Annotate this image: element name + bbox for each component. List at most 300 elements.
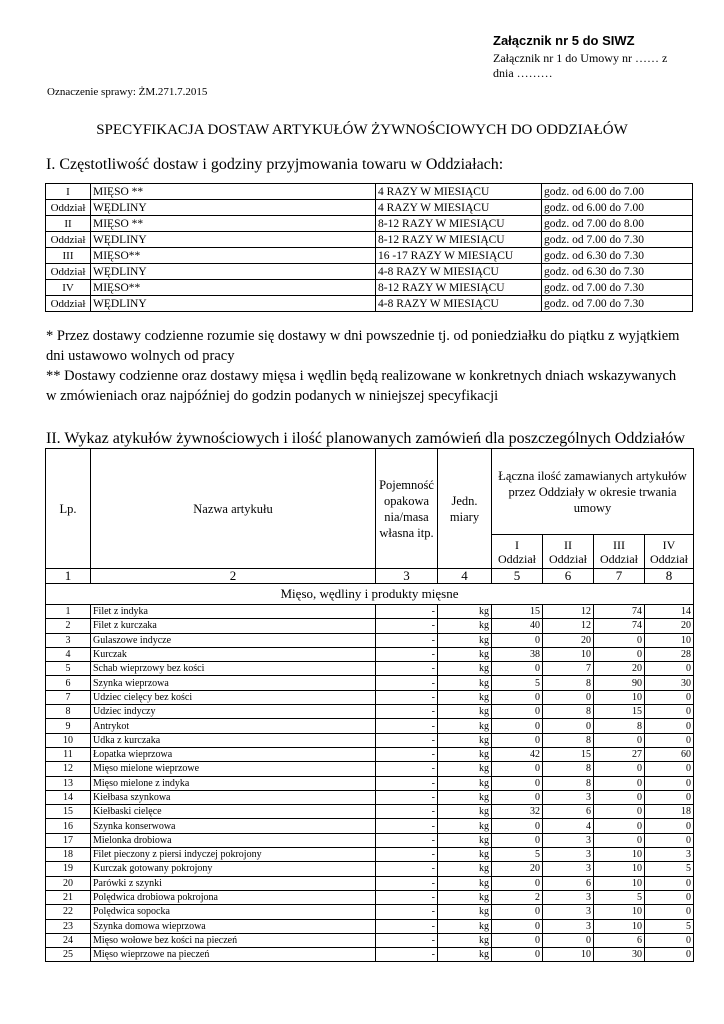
item-lp: 18: [46, 848, 91, 862]
column-number: 7: [594, 569, 645, 584]
item-qty-ward-2: 3: [543, 862, 594, 876]
item-name: Schab wieprzowy bez kości: [91, 662, 376, 676]
item-qty-ward-2: 15: [543, 747, 594, 761]
item-packaging: -: [376, 805, 438, 819]
item-packaging: -: [376, 605, 438, 619]
item-lp: 24: [46, 933, 91, 947]
item-qty-ward-3: 0: [594, 762, 645, 776]
table-row: [46, 676, 694, 690]
header-name: Nazwa artykułu: [91, 449, 376, 569]
item-qty-ward-3: 5: [594, 890, 645, 904]
table-row: [46, 862, 694, 876]
delivery-schedule-table: [45, 183, 693, 312]
item-packaging: -: [376, 776, 438, 790]
column-numbers-row: [46, 569, 694, 584]
item-unit: kg: [438, 919, 492, 933]
item-packaging: -: [376, 633, 438, 647]
column-number: 4: [438, 569, 492, 584]
item-qty-ward-1: 15: [492, 605, 543, 619]
product-cell: WĘDLINY: [91, 200, 376, 216]
table-row: [46, 719, 694, 733]
item-lp: 21: [46, 890, 91, 904]
item-qty-ward-2: 3: [543, 905, 594, 919]
product-cell: WĘDLINY: [91, 232, 376, 248]
frequency-cell: 4-8 RAZY W MIESIĄCU: [376, 296, 542, 312]
table-row: [46, 776, 694, 790]
item-unit: kg: [438, 747, 492, 761]
table-row: [46, 762, 694, 776]
item-qty-ward-3: 10: [594, 862, 645, 876]
ward-cell: I: [46, 184, 91, 200]
note-1-line-2: dni ustawowo wolnych od pracy: [46, 348, 235, 364]
item-lp: 8: [46, 705, 91, 719]
item-packaging: -: [376, 619, 438, 633]
item-unit: kg: [438, 690, 492, 704]
product-cell: WĘDLINY: [91, 264, 376, 280]
item-qty-ward-3: 0: [594, 790, 645, 804]
item-lp: 10: [46, 733, 91, 747]
item-qty-ward-4: 0: [645, 762, 694, 776]
item-unit: kg: [438, 848, 492, 862]
item-lp: 4: [46, 647, 91, 661]
item-unit: kg: [438, 819, 492, 833]
item-qty-ward-2: 8: [543, 733, 594, 747]
item-qty-ward-4: 18: [645, 805, 694, 819]
item-unit: kg: [438, 862, 492, 876]
item-name: Kurczak: [91, 647, 376, 661]
item-qty-ward-4: 14: [645, 605, 694, 619]
item-qty-ward-1: 42: [492, 747, 543, 761]
item-qty-ward-3: 27: [594, 747, 645, 761]
item-packaging: -: [376, 948, 438, 962]
schedule-row: [46, 248, 693, 264]
column-number: 8: [645, 569, 694, 584]
frequency-cell: 16 -17 RAZY W MIESIĄCU: [376, 248, 542, 264]
item-qty-ward-1: 38: [492, 647, 543, 661]
item-packaging: -: [376, 762, 438, 776]
item-qty-ward-2: 3: [543, 890, 594, 904]
note-2-line-2: w zmówieniach oraz najpóźniej do godzin podanych w niniejszej specyfikacji: [46, 388, 499, 404]
item-unit: kg: [438, 762, 492, 776]
item-qty-ward-3: 10: [594, 848, 645, 862]
schedule-row: [46, 264, 693, 280]
contract-line-1: Załącznik nr 1 do Umowy nr …… z: [493, 51, 668, 65]
item-name: Mięso mielone wieprzowe: [91, 762, 376, 776]
item-qty-ward-2: 12: [543, 605, 594, 619]
item-lp: 12: [46, 762, 91, 776]
item-qty-ward-4: 0: [645, 733, 694, 747]
item-lp: 2: [46, 619, 91, 633]
item-unit: kg: [438, 676, 492, 690]
item-qty-ward-4: 0: [645, 719, 694, 733]
item-qty-ward-4: 30: [645, 676, 694, 690]
item-qty-ward-1: 20: [492, 862, 543, 876]
item-qty-ward-2: 8: [543, 776, 594, 790]
table-row: [46, 662, 694, 676]
item-qty-ward-4: 0: [645, 776, 694, 790]
ward-cell: Oddział: [46, 264, 91, 280]
item-unit: kg: [438, 876, 492, 890]
table-row: [46, 848, 694, 862]
ward-cell: Oddział: [46, 296, 91, 312]
table-row: [46, 790, 694, 804]
item-packaging: -: [376, 733, 438, 747]
item-unit: kg: [438, 619, 492, 633]
item-qty-ward-3: 0: [594, 633, 645, 647]
item-packaging: -: [376, 933, 438, 947]
item-qty-ward-1: 0: [492, 919, 543, 933]
item-qty-ward-4: 0: [645, 790, 694, 804]
item-qty-ward-2: 0: [543, 933, 594, 947]
item-lp: 20: [46, 876, 91, 890]
item-qty-ward-2: 6: [543, 876, 594, 890]
item-name: Udziec indyczy: [91, 705, 376, 719]
item-name: Szynka konserwowa: [91, 819, 376, 833]
ward-cell: III: [46, 248, 91, 264]
item-qty-ward-4: 5: [645, 919, 694, 933]
header-total: Łączna ilość zamawianych artykułów przez Oddziały w okresie trwania umowy: [492, 449, 694, 535]
item-name: Mięso mielone z indyka: [91, 776, 376, 790]
item-qty-ward-1: 0: [492, 948, 543, 962]
table-row: [46, 747, 694, 761]
schedule-row: [46, 200, 693, 216]
table-row: [46, 633, 694, 647]
frequency-cell: 8-12 RAZY W MIESIĄCU: [376, 216, 542, 232]
item-name: Kiełbasa szynkowa: [91, 790, 376, 804]
table-row: [46, 819, 694, 833]
item-unit: kg: [438, 805, 492, 819]
item-qty-ward-3: 0: [594, 805, 645, 819]
hours-cell: godz. od 6.00 do 7.00: [542, 184, 693, 200]
frequency-cell: 4-8 RAZY W MIESIĄCU: [376, 264, 542, 280]
item-lp: 19: [46, 862, 91, 876]
item-qty-ward-3: 0: [594, 819, 645, 833]
case-reference: Oznaczenie sprawy: ŻM.271.7.2015: [47, 86, 208, 98]
item-name: Polędwica sopocka: [91, 905, 376, 919]
item-qty-ward-1: 0: [492, 690, 543, 704]
item-unit: kg: [438, 890, 492, 904]
item-qty-ward-3: 10: [594, 905, 645, 919]
item-qty-ward-4: 0: [645, 948, 694, 962]
item-qty-ward-3: 10: [594, 876, 645, 890]
header-ward-2: II Oddział: [543, 535, 594, 569]
item-name: Mięso wieprzowe na pieczeń: [91, 948, 376, 962]
item-packaging: -: [376, 819, 438, 833]
item-packaging: -: [376, 890, 438, 904]
item-packaging: -: [376, 905, 438, 919]
header-unit: Jedn. miary: [438, 449, 492, 569]
item-qty-ward-1: 2: [492, 890, 543, 904]
item-name: Szynka wieprzowa: [91, 676, 376, 690]
item-qty-ward-3: 0: [594, 733, 645, 747]
item-qty-ward-3: 0: [594, 833, 645, 847]
table-row: [46, 933, 694, 947]
item-unit: kg: [438, 719, 492, 733]
item-qty-ward-4: 0: [645, 905, 694, 919]
column-number: 5: [492, 569, 543, 584]
table-row: [46, 690, 694, 704]
item-qty-ward-1: 32: [492, 805, 543, 819]
item-qty-ward-4: 0: [645, 705, 694, 719]
item-packaging: -: [376, 647, 438, 661]
item-qty-ward-1: 0: [492, 905, 543, 919]
item-qty-ward-2: 0: [543, 719, 594, 733]
item-lp: 22: [46, 905, 91, 919]
item-qty-ward-4: 0: [645, 662, 694, 676]
item-unit: kg: [438, 790, 492, 804]
hours-cell: godz. od 7.00 do 8.00: [542, 216, 693, 232]
section-2-heading: II. Wykaz atykułów żywnościowych i ilość planowanych zamówień dla poszczególnych Oddziałów: [46, 430, 685, 447]
frequency-cell: 4 RAZY W MIESIĄCU: [376, 184, 542, 200]
item-unit: kg: [438, 933, 492, 947]
item-qty-ward-2: 8: [543, 705, 594, 719]
notes: [46, 326, 696, 406]
item-lp: 6: [46, 676, 91, 690]
item-name: Parówki z szynki: [91, 876, 376, 890]
item-qty-ward-3: 20: [594, 662, 645, 676]
item-qty-ward-2: 3: [543, 919, 594, 933]
item-qty-ward-4: 3: [645, 848, 694, 862]
schedule-row: [46, 216, 693, 232]
item-qty-ward-4: 5: [645, 862, 694, 876]
column-number: 6: [543, 569, 594, 584]
item-name: Gulaszowe indycze: [91, 633, 376, 647]
item-qty-ward-1: 0: [492, 933, 543, 947]
table-row: [46, 905, 694, 919]
table-row: [46, 948, 694, 962]
item-name: Filet z kurczaka: [91, 619, 376, 633]
frequency-cell: 4 RAZY W MIESIĄCU: [376, 200, 542, 216]
product-cell: MIĘSO **: [91, 216, 376, 232]
item-packaging: -: [376, 862, 438, 876]
column-number: 1: [46, 569, 91, 584]
hours-cell: godz. od 7.00 do 7.30: [542, 280, 693, 296]
item-unit: kg: [438, 605, 492, 619]
header-lp: Lp.: [46, 449, 91, 569]
item-packaging: -: [376, 747, 438, 761]
item-qty-ward-3: 8: [594, 719, 645, 733]
item-qty-ward-3: 10: [594, 690, 645, 704]
item-name: Szynka domowa wieprzowa: [91, 919, 376, 933]
item-lp: 25: [46, 948, 91, 962]
item-name: Łopatka wieprzowa: [91, 747, 376, 761]
item-qty-ward-4: 0: [645, 933, 694, 947]
item-qty-ward-3: 30: [594, 948, 645, 962]
item-qty-ward-1: 0: [492, 776, 543, 790]
item-qty-ward-1: 0: [492, 633, 543, 647]
item-lp: 9: [46, 719, 91, 733]
item-qty-ward-3: 15: [594, 705, 645, 719]
item-packaging: -: [376, 676, 438, 690]
note-1-line-1: * Przez dostawy codzienne rozumie się dostawy w dni powszednie tj. od poniedziałku do piątku z wyjątkiem: [46, 328, 680, 344]
schedule-row: [46, 232, 693, 248]
item-qty-ward-1: 0: [492, 833, 543, 847]
item-lp: 14: [46, 790, 91, 804]
item-qty-ward-3: 74: [594, 619, 645, 633]
item-qty-ward-4: 10: [645, 633, 694, 647]
item-lp: 17: [46, 833, 91, 847]
header-ward-1: I Oddział: [492, 535, 543, 569]
header-ward-3: III Oddział: [594, 535, 645, 569]
schedule-row: [46, 296, 693, 312]
item-qty-ward-2: 3: [543, 848, 594, 862]
item-qty-ward-2: 3: [543, 833, 594, 847]
item-name: Filet pieczony z piersi indyczej pokrojony: [91, 848, 376, 862]
item-name: Mięso wołowe bez kości na pieczeń: [91, 933, 376, 947]
product-cell: MIĘSO**: [91, 280, 376, 296]
item-unit: kg: [438, 705, 492, 719]
item-qty-ward-2: 10: [543, 948, 594, 962]
item-lp: 23: [46, 919, 91, 933]
item-qty-ward-3: 0: [594, 647, 645, 661]
item-qty-ward-2: 8: [543, 676, 594, 690]
product-cell: MIĘSO**: [91, 248, 376, 264]
item-unit: kg: [438, 733, 492, 747]
item-packaging: -: [376, 833, 438, 847]
item-name: Mielonka drobiowa: [91, 833, 376, 847]
section-1-heading: I. Częstotliwość dostaw i godziny przyjmowania towaru w Oddziałach:: [46, 156, 504, 173]
item-qty-ward-4: 20: [645, 619, 694, 633]
item-qty-ward-2: 6: [543, 805, 594, 819]
category-label: Mięso, wędliny i produkty mięsne: [46, 584, 694, 605]
product-cell: MIĘSO **: [91, 184, 376, 200]
table-row: [46, 890, 694, 904]
item-packaging: -: [376, 705, 438, 719]
articles-table: [45, 448, 694, 962]
item-name: Udziec cielęcy bez kości: [91, 690, 376, 704]
item-qty-ward-4: 0: [645, 819, 694, 833]
schedule-row: [46, 280, 693, 296]
item-qty-ward-1: 0: [492, 705, 543, 719]
item-qty-ward-4: 0: [645, 833, 694, 847]
item-qty-ward-1: 0: [492, 719, 543, 733]
item-qty-ward-4: 0: [645, 876, 694, 890]
ward-cell: IV: [46, 280, 91, 296]
item-lp: 5: [46, 662, 91, 676]
item-qty-ward-2: 10: [543, 647, 594, 661]
contract-reference: [493, 51, 683, 81]
item-packaging: -: [376, 790, 438, 804]
frequency-cell: 8-12 RAZY W MIESIĄCU: [376, 280, 542, 296]
ward-cell: Oddział: [46, 200, 91, 216]
item-qty-ward-1: 5: [492, 848, 543, 862]
item-qty-ward-3: 10: [594, 919, 645, 933]
schedule-row: [46, 184, 693, 200]
item-qty-ward-3: 0: [594, 776, 645, 790]
document-title: SPECYFIKACJA DOSTAW ARTYKUŁÓW ŻYWNOŚCIOWYCH DO ODDZIAŁÓW: [96, 122, 628, 138]
item-unit: kg: [438, 948, 492, 962]
table-row: [46, 805, 694, 819]
item-lp: 13: [46, 776, 91, 790]
table-row: [46, 705, 694, 719]
item-unit: kg: [438, 776, 492, 790]
hours-cell: godz. od 6.00 do 7.00: [542, 200, 693, 216]
item-packaging: -: [376, 876, 438, 890]
ward-cell: II: [46, 216, 91, 232]
column-number: 2: [91, 569, 376, 584]
item-qty-ward-1: 5: [492, 676, 543, 690]
hours-cell: godz. od 6.30 do 7.30: [542, 264, 693, 280]
note-2-line-1: ** Dostawy codzienne oraz dostawy mięsa i wędlin będą realizowane w konkretnych dniach wskazywanych: [46, 368, 677, 384]
item-qty-ward-1: 0: [492, 790, 543, 804]
item-name: Kiełbaski cielęce: [91, 805, 376, 819]
item-name: Udka z kurczaka: [91, 733, 376, 747]
item-qty-ward-3: 74: [594, 605, 645, 619]
item-packaging: -: [376, 690, 438, 704]
table-row: [46, 605, 694, 619]
item-unit: kg: [438, 833, 492, 847]
table-row: [46, 876, 694, 890]
item-lp: 11: [46, 747, 91, 761]
table-row: [46, 919, 694, 933]
item-qty-ward-1: 40: [492, 619, 543, 633]
item-qty-ward-2: 8: [543, 762, 594, 776]
contract-line-2: dnia ………: [493, 66, 553, 80]
item-unit: kg: [438, 905, 492, 919]
table-row: [46, 833, 694, 847]
category-row: [46, 584, 694, 605]
frequency-cell: 8-12 RAZY W MIESIĄCU: [376, 232, 542, 248]
item-qty-ward-1: 0: [492, 876, 543, 890]
item-lp: 15: [46, 805, 91, 819]
item-name: Antrykot: [91, 719, 376, 733]
item-lp: 1: [46, 605, 91, 619]
attachment-label: Załącznik nr 5 do SIWZ: [493, 33, 635, 48]
item-name: Kurczak gotowany pokrojony: [91, 862, 376, 876]
item-qty-ward-4: 0: [645, 890, 694, 904]
item-qty-ward-1: 0: [492, 819, 543, 833]
hours-cell: godz. od 7.00 do 7.30: [542, 232, 693, 248]
item-qty-ward-3: 90: [594, 676, 645, 690]
item-qty-ward-4: 28: [645, 647, 694, 661]
item-name: Polędwica drobiowa pokrojona: [91, 890, 376, 904]
item-qty-ward-2: 7: [543, 662, 594, 676]
item-qty-ward-1: 0: [492, 762, 543, 776]
product-cell: WĘDLINY: [91, 296, 376, 312]
header-packaging: Pojemność opakowa nia/masa własna itp.: [376, 449, 438, 569]
item-qty-ward-2: 0: [543, 690, 594, 704]
item-lp: 7: [46, 690, 91, 704]
item-qty-ward-3: 6: [594, 933, 645, 947]
item-qty-ward-2: 3: [543, 790, 594, 804]
item-packaging: -: [376, 919, 438, 933]
table-row: [46, 619, 694, 633]
item-qty-ward-4: 0: [645, 690, 694, 704]
item-packaging: -: [376, 848, 438, 862]
table-row: [46, 733, 694, 747]
item-unit: kg: [438, 647, 492, 661]
item-name: Filet z indyka: [91, 605, 376, 619]
item-unit: kg: [438, 662, 492, 676]
column-number: 3: [376, 569, 438, 584]
item-qty-ward-4: 60: [645, 747, 694, 761]
item-lp: 3: [46, 633, 91, 647]
item-qty-ward-2: 12: [543, 619, 594, 633]
item-unit: kg: [438, 633, 492, 647]
hours-cell: godz. od 7.00 do 7.30: [542, 296, 693, 312]
header-ward-4: IV Oddział: [645, 535, 694, 569]
item-packaging: -: [376, 662, 438, 676]
ward-cell: Oddział: [46, 232, 91, 248]
item-qty-ward-1: 0: [492, 733, 543, 747]
table-row: [46, 647, 694, 661]
item-lp: 16: [46, 819, 91, 833]
item-qty-ward-2: 20: [543, 633, 594, 647]
hours-cell: godz. od 6.30 do 7.30: [542, 248, 693, 264]
item-qty-ward-1: 0: [492, 662, 543, 676]
item-packaging: -: [376, 719, 438, 733]
item-qty-ward-2: 4: [543, 819, 594, 833]
